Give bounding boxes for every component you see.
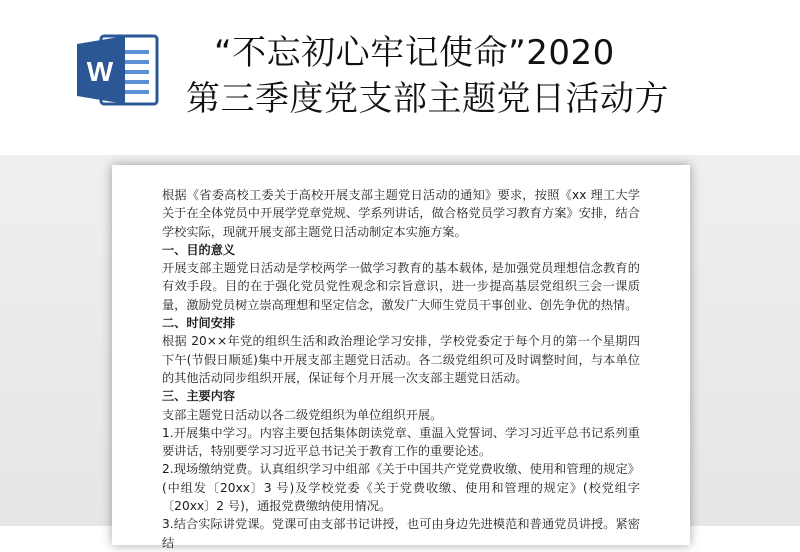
paragraph-intro: 根据《省委高校工委关于高校开展支部主题党日活动的通知》要求，按照《xx 理工大学关于在全体党员中开展学党章党规、学系列讲话，做合格党员学习教育方案》安排，结合学校实际，现就开展支部主题党日活动制定本实施方案。 [162, 188, 640, 239]
list-item: 2.现场缴纳党费。认真组织学习中组部《关于中国共产党党费收缴、使用和管理的规定》(中组发〔20xx〕3 号)及学校党委《关于党费收缴、使用和管理的规定》(校党组字〔20xx〕2 号)，通报党费缴纳使用情况。 [162, 462, 640, 514]
document-body [162, 186, 640, 552]
title-line-1: “不忘初心牢记使命”2020 [214, 33, 615, 73]
list-item: 3.结合实际讲党课。党课可由支部书记讲授，也可由身边先进模范和普通党员讲授。紧密结 [162, 517, 640, 550]
paragraph: 根据 20××年党的组织生活和政治理论学习安排，学校党委定于每个月的第一个星期四下午(节假日顺延)集中开展支部主题党日活动。各二级党组织可及时调整时间，与本单位的其他活动同步组织开展，保证每个月开展一次支部主题党日活动。 [162, 334, 640, 385]
section-heading: 一、目的意义 [162, 242, 236, 257]
section-heading: 二、时间安排 [162, 316, 236, 331]
paragraph: 开展支部主题党日活动是学校两学一做学习教育的基本载体, 是加强党员理想信念教育的有效手段。目的在于强化党员党性观念和宗旨意识，进一步提高基层党组织三会一课质量，激励党员树立崇高理想和坚定信念，激发广大师生党员干事创业、创先争优的热情。 [162, 261, 640, 312]
word-document-icon [75, 30, 163, 110]
section-heading: 三、主要内容 [162, 389, 236, 404]
header [0, 0, 800, 160]
paragraph: 支部主题党日活动以各二级党组织为单位组织开展。 [162, 407, 443, 422]
page-title [186, 30, 786, 122]
list-item: 1.开展集中学习。内容主要包括集体朗读党章、重温入党誓词、学习习近平总书记系列重要讲话，特别要学习习近平总书记关于教育工作的重要论述。 [162, 425, 640, 459]
word-logo-letter: W [86, 56, 114, 87]
title-line-2: 第三季度党支部主题党日活动方 [186, 79, 669, 119]
